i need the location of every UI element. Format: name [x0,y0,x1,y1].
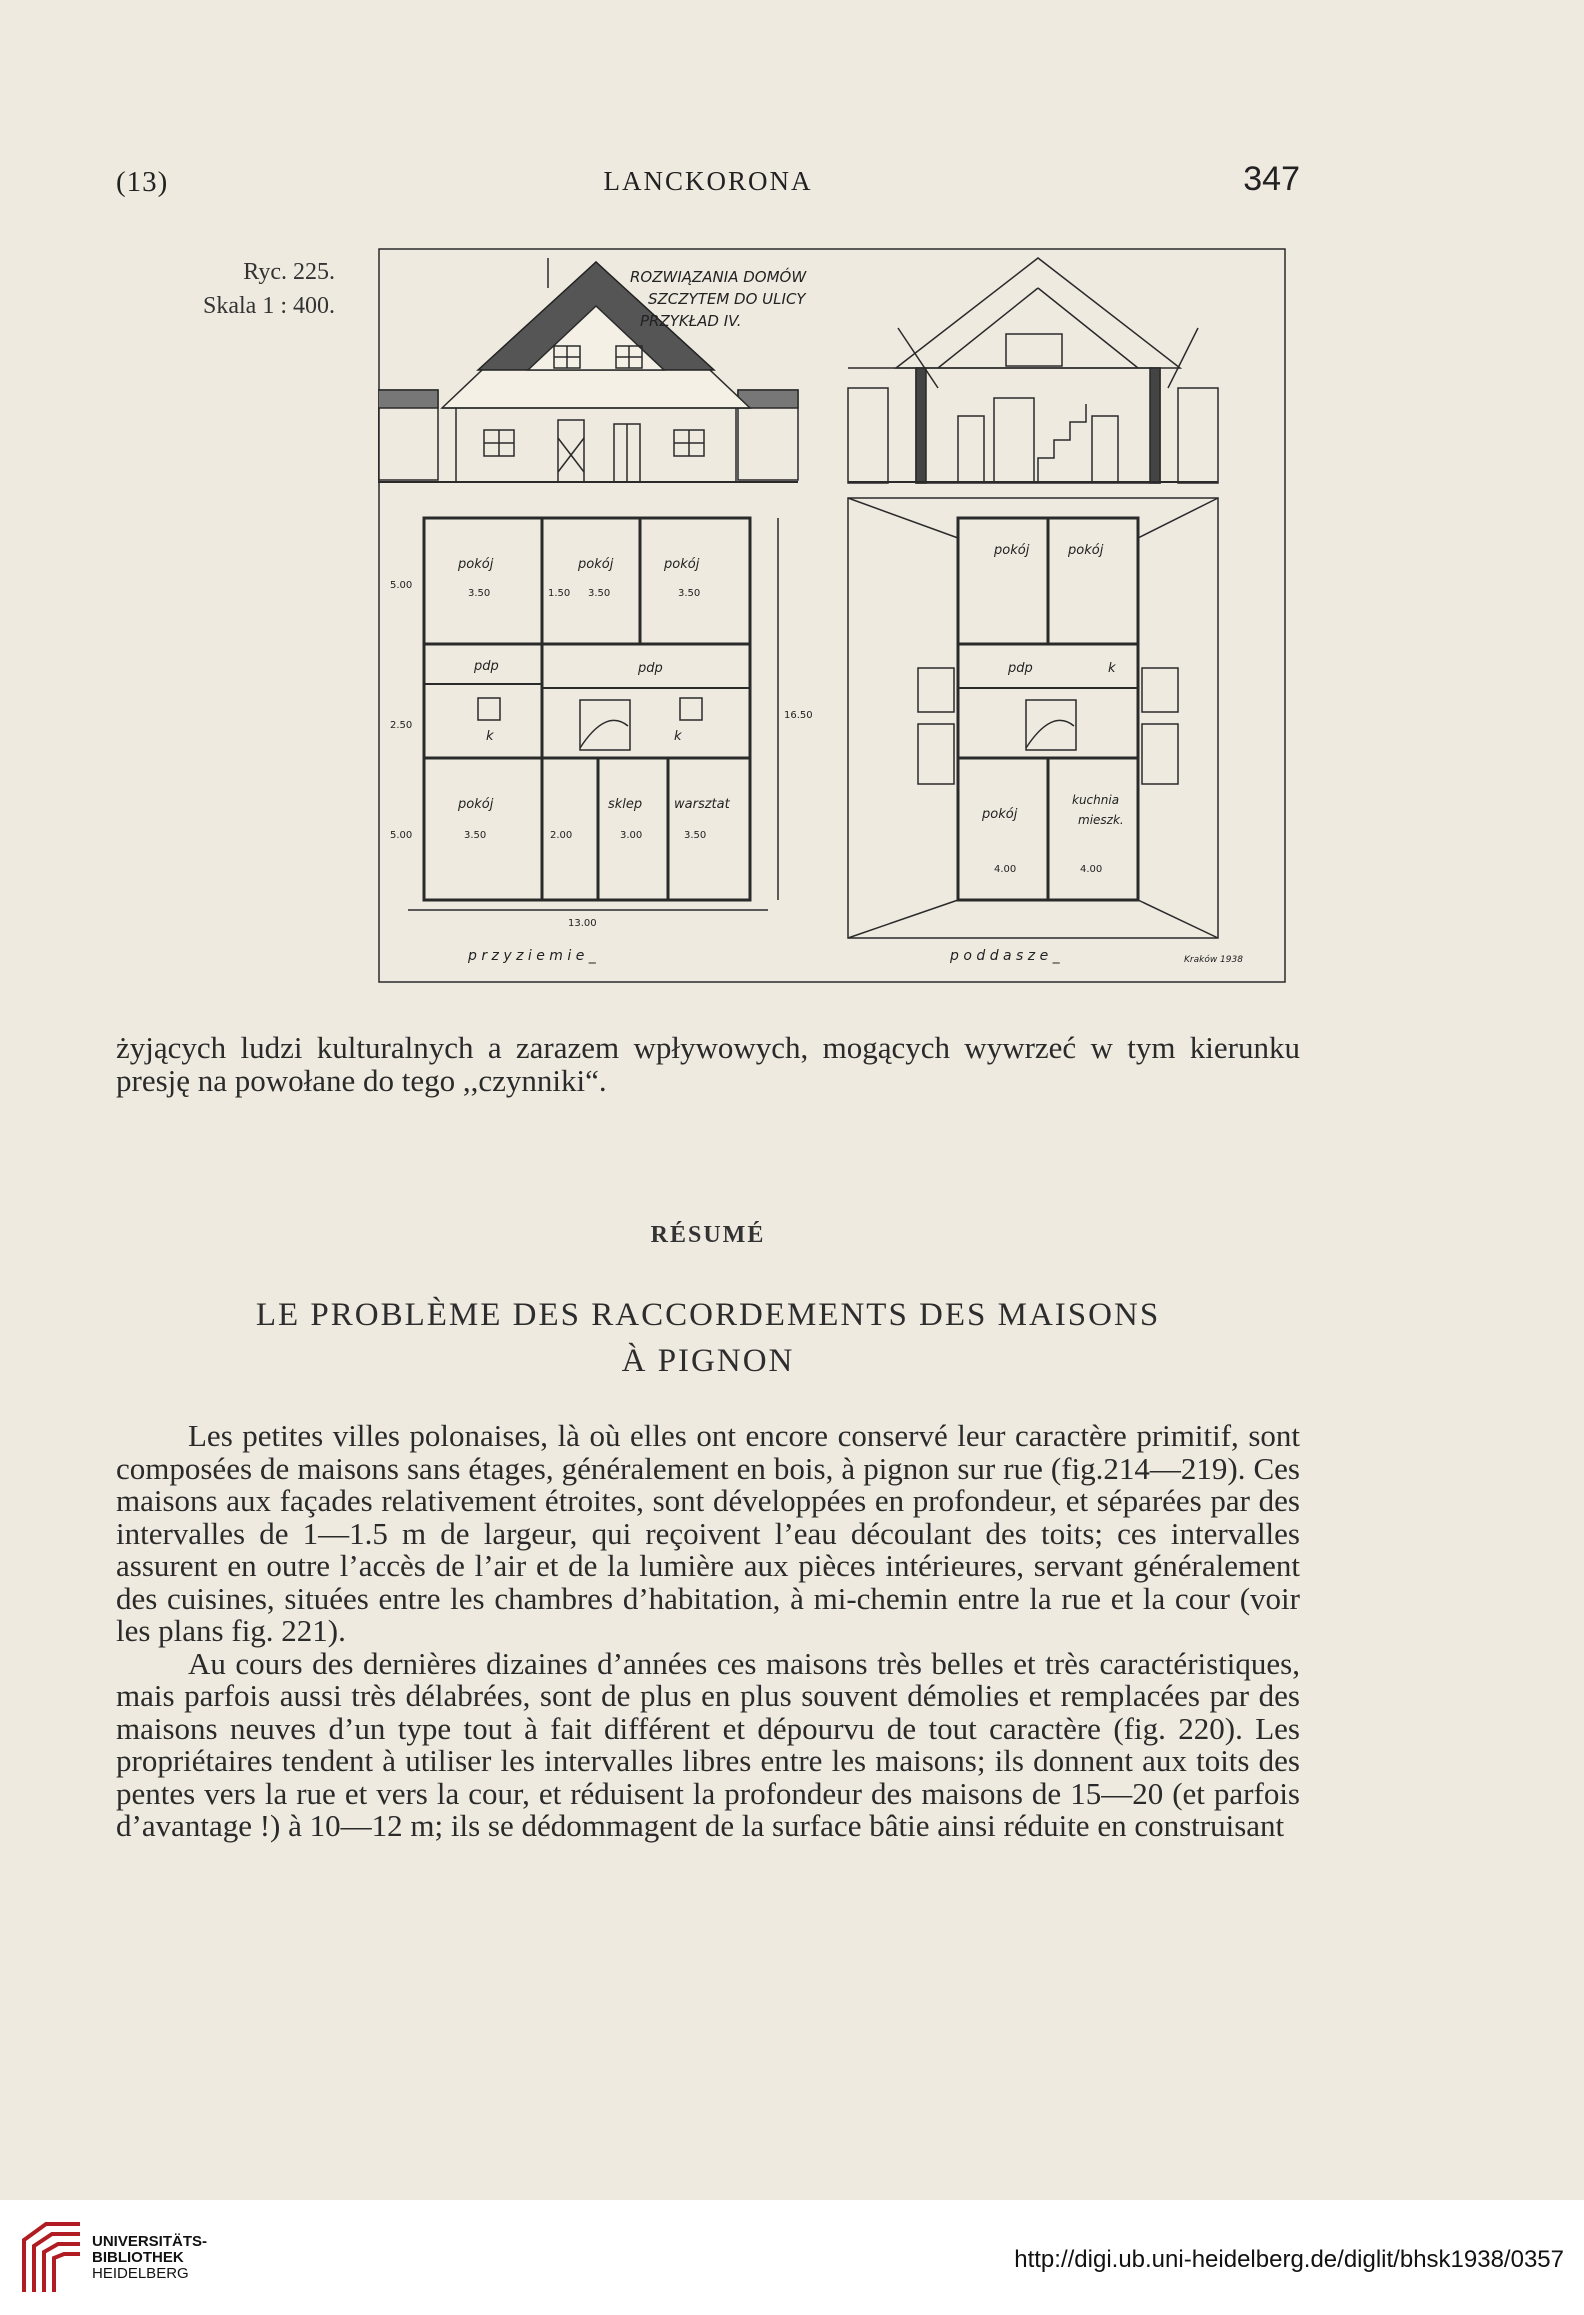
dim-150: 1.50 [548,588,571,599]
room-label-pokoj-5: pokój [994,543,1030,558]
room-label-pokoj-7: pokój [982,807,1018,822]
architectural-drawing [378,248,1288,985]
dim-400-a: 4.00 [994,864,1017,875]
room-label-pokoj-6: pokój [1068,543,1104,558]
dim-1650: 16.50 [784,710,813,721]
room-label-pokoj-2: pokój [578,557,614,572]
article-title-line1: LE PROBLÈME DES RACCORDEMENTS DES MAISONS [255,1297,1161,1333]
room-label-pokoj-3: pokój [664,557,700,572]
page-header [116,160,1300,200]
dim-300: 3.00 [620,830,643,841]
drawing-title-line3: PRZYKŁAD IV. [640,312,742,330]
page-number: 347 [1243,160,1300,198]
cross-section [848,258,1218,483]
room-label-sklep: sklep [608,797,643,812]
figure-caption [100,255,335,323]
dim-350-d: 3.50 [464,830,487,841]
dim-500-a: 5.00 [390,580,413,591]
drawing-svg [378,248,1288,985]
library-footer [0,2200,1584,2315]
resume-paragraph-1: Les petites villes polonaises, là où elles ont encore conservé leur caractère primitif, sont composées de maisons sans étages, généralement en bois, à pignon sur rue (fig.214—219). Ces maisons aux façades relativement étroites, sont développées en profondeur, et séparées par des intervalles de 1—1.5 m de largeur, qui reçoivent l’eau découlant des toits; ces intervalles assurent en outre l’accès de l’air et de la lumière aux pièces intérieures, servant généralement des cuisines, situées entre les chambres d’habitation, à mi-chemin entre la rue et la cour (voir les plans fig. 221). [116,1418,1300,1648]
section-number: (13) [116,166,169,198]
room-label-warsztat: warsztat [674,797,730,812]
resume-heading: RÉSUMÉ [650,1222,766,1248]
room-label-mieszk: mieszk. [1078,813,1124,827]
running-title: LANCKORONA [603,166,813,196]
paragraph-polish: żyjących ludzi kulturalnych a zarazem wpływowych, mogących wywrzeć w tym kierunku presję na powołane do tego ,,czynniki“. [116,1030,1300,1098]
room-label-pokoj-4: pokój [458,797,494,812]
drawing-title-line2: SZCZYTEM DO ULICY [648,290,806,308]
dim-250: 2.50 [390,720,413,731]
label-ground-floor: p r z y z i e m i e _ [468,948,596,964]
label-attic: p o d d a s z e _ [950,948,1060,964]
ground-floor-plan [408,518,778,910]
dim-350-a: 3.50 [468,588,491,599]
dim-400-b: 4.00 [1080,864,1103,875]
article-title-line2: À PIGNON [621,1343,795,1379]
room-label-k-1: k [486,729,494,744]
dim-500-b: 5.00 [390,830,413,841]
room-label-pokoj-1: pokój [458,557,494,572]
room-label-pdp-3: pdp [1008,661,1033,676]
figure-number: Ryc. 225. [243,259,335,285]
room-label-k-3: k [1108,661,1116,676]
dim-350-c: 3.50 [678,588,701,599]
resume-paragraph-2: Au cours des dernières dizaines d’années ces maisons très belles et très caractéristiques, mais parfois aussi très délabrées, sont de plus en plus souvent démolies et remplacées par des maisons neuves d’un type tout à fait différent et dépourvu de tout caractère (fig. 220). Les propriétaires tendent à utiliser les intervalles libres entre les maisons; ils donnent aux toits des pentes vers la rue et vers la cour, et réduisent la profondeur des maisons de 15—20 (et parfois d’avantage !) à 10—12 m; ils se dédommagent de la surface bâtie ainsi réduite en construisant [116,1645,1300,1843]
room-label-pdp-1: pdp [474,659,499,674]
source-url-link[interactable]: http://digi.ub.uni-heidelberg.de/diglit/bhsk1938/0357 [1014,2246,1564,2273]
dim-350-e: 3.50 [684,830,707,841]
figure-scale: Skala 1 : 400. [203,293,335,319]
dim-200: 2.00 [550,830,573,841]
room-label-kuchnia: kuchnia [1072,793,1120,807]
drawing-signature: Kraków 1938 [1184,955,1243,965]
attic-floor-plan [848,498,1218,938]
dim-1300: 13.00 [568,918,597,929]
article-title [116,1292,1300,1384]
resume-text [116,1420,1300,1843]
room-label-k-2: k [674,729,682,744]
room-label-pdp-2: pdp [638,661,663,676]
dim-350-b: 3.50 [588,588,611,599]
drawing-title-line1: ROZWIĄZANIA DOMÓW [630,268,807,286]
library-logo-icon [18,2218,86,2298]
library-name: UNIVERSITÄTS- BIBLIOTHEK HEIDELBERG [92,2233,208,2282]
